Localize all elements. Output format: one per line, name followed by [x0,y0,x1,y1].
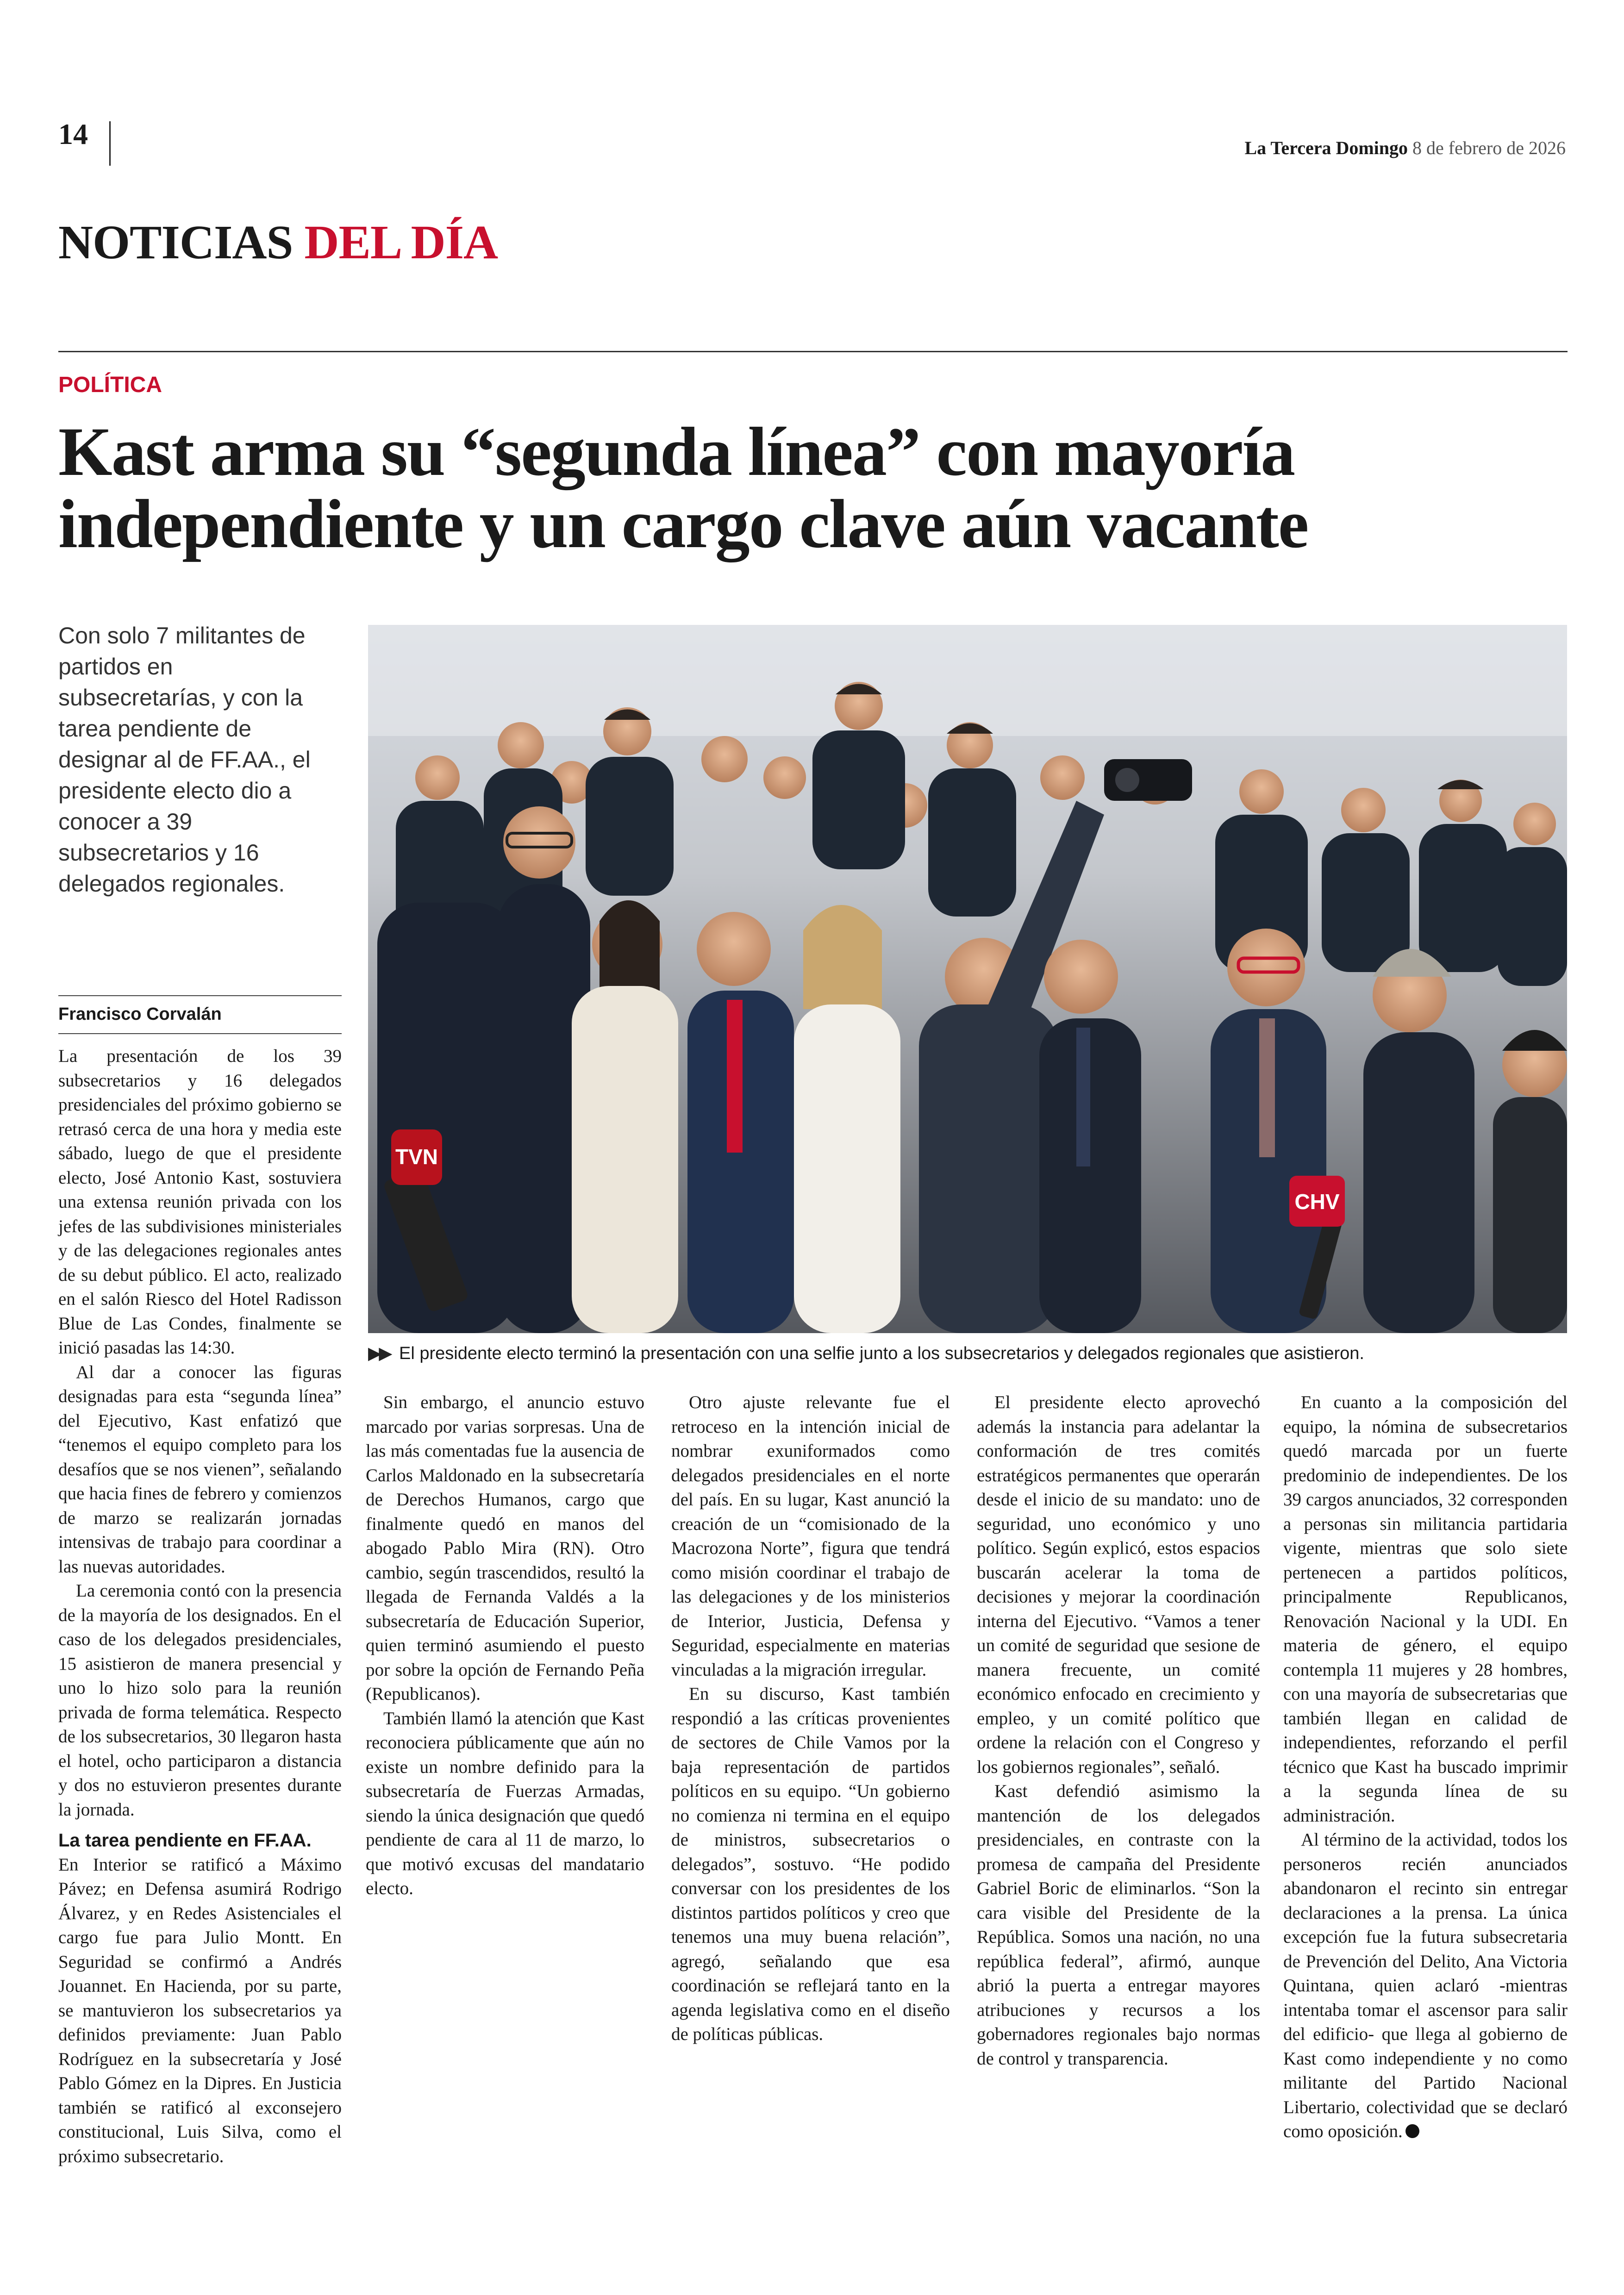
article-column-3 [671,1391,950,2047]
page-number: 14 [58,118,88,150]
caption-arrows-icon: ▶▶ [368,1344,390,1363]
article-byline: Francisco Corvalán [58,1004,222,1024]
section-title [58,218,498,267]
byline-rule-top [58,995,342,996]
section-divider [58,351,1568,352]
body-paragraph: Otro ajuste relevante fue el retroceso en la intención inicial de nombrar exuniformados como delegados presidenciales en el norte del país. En su lugar, Kast anunció la creación de un “comisionado de la Macrozona Norte”, figura que tendrá como misión coordinar el trabajo de las delegaciones y de los ministerios de Interior, Justicia, Defensa y Seguridad, especialmente en materias vinculadas a la migración irregular. [671,1392,950,1680]
selfie-group-photo [368,625,1567,1333]
body-paragraph: Al dar a conocer las figuras designadas para esta “segunda línea” del Ejecutivo, Kast enfatizó que “tenemos el equipo completo para los desafíos que se nos vienen”, señalando que hacia fines de febrero y comienzos de marzo se realizarán jornadas intensivas de trabajo para coordinar a las nuevas autoridades. [58,1362,342,1577]
byline-rule-bottom [58,1033,342,1034]
article-column-2 [366,1391,644,1901]
article-subhead: La tarea pendiente en FF.AA. [58,1830,312,1851]
article-column-4 [977,1391,1260,2071]
body-paragraph: Sin embargo, el anuncio estuvo marcado por varias sorpresas. Una de las más comentadas fue la ausencia de Carlos Maldonado en la subsecretaría de Derechos Humanos, cargo que finalmente quedó en manos del abogado Pablo Mira (RN). Otro cambio, según trascendidos, resultó la llegada de Fernanda Valdés a la subsecretaría de Educación Superior, quien terminó asumiendo el puesto por sobre la opción de Fernando Peña (Republicanos). [366,1392,644,1704]
tvn-logo-text: TVN [395,1145,438,1169]
body-paragraph: Al término de la actividad, todos los personeros recién anunciados abandonaron el recinto sin entregar declaraciones a la prensa. La única excepción fue la futura subsecretaria de Prevención del Delito, Ana Victoria Quintana, quien aclaró -mientras intentaba tomar el ascensor para salir del edificio- que llega al gobierno de Kast como independiente y no como militante del Partido Nacional Libertario, colectividad que se declaró como oposición. [1283,1830,1568,2141]
publication-name: La Tercera Domingo [1244,137,1408,158]
section-title-main: NOTICIAS [58,216,293,269]
body-paragraph: El presidente electo aprovechó además la instancia para adelantar la conformación de tres comités estratégicos permanentes que operarán desde el inicio de su mandato: uno de seguridad, uno económico y uno político. Según explicó, estos espacios buscarán acelerar la toma de decisiones y mejorar la coordinación interna del Ejecutivo. “Vamos a tener un comité de seguridad que sesione de manera frecuente, un comité económico enfocado en crecimiento y empleo, y un comité político que ordene la relación con el Congreso y los gobiernos regionales”, señaló. [977,1392,1260,1777]
article-summary: Con solo 7 militantes de partidos en subsecretarías, y con la tarea pendiente de designar al de FF.AA., el presidente electo dio a conocer a 39 subsecretarios y 16 delegados regionales. [58,623,311,897]
section-title-accent: DEL DÍA [304,216,498,269]
publication-date: 8 de febrero de 2026 [1412,137,1566,158]
article-kicker: POLÍTICA [58,373,162,397]
body-paragraph: En Interior se ratificó a Máximo Pávez; en Defensa asumirá Rodrigo Álvarez, y en Redes Asistenciales el cargo fue para Julio Montt. En Seguridad se confirmó a Andrés Jouannet. En Hacienda, por su parte, se mantuvieron los subsecretarios ya definidos previamente: Juan Pablo Rodríguez en la subsecretaría y José Pablo Gómez en la Dipres. En Justicia también se ratificó al exconsejero constitucional, Luis Silva, como el próximo subsecretario. [58,1854,342,2166]
masthead [1244,139,1566,157]
body-paragraph: La presentación de los 39 subsecretarios y 16 delegados presidenciales del próximo gobierno se retrasó cerca de una hora y media este sábado, luego de que el presidente electo, José Antonio Kast, sostuviera una extensa reunión privada con los jefes de las subdivisiones ministeriales y de las delegaciones regionales antes de su debut público. El acto, realizado en el salón Riesco del Hotel Radisson Blue de Las Condes, finalmente se inició pasadas las 14:30. [58,1046,342,1358]
photo-caption-text: El presidente electo terminó la presentación con una selfie junto a los subsecretarios y delegados regionales que asistieron. [399,1344,1364,1363]
end-of-article-icon [1405,2124,1419,2138]
body-paragraph: En cuanto a la composición del equipo, la nómina de subsecretarios quedó marcada por un fuerte predominio de independientes. De los 39 cargos anunciados, 32 corresponden a personas sin militancia partidaria vigente, mientras que solo siete pertenecen a partidos políticos, principalmente Republicanos, Renovación Nacional y la UDI. En materia de género, el equipo contempla 11 mujeres y 28 hombres, con una mayoría de subsecretarias que también llegan en calidad de independientes, reforzando el perfil técnico que Kast ha buscado imprimir a la segunda línea de su administración. [1283,1392,1568,1826]
chv-logo-text: CHV [1294,1190,1340,1214]
photo-caption [368,1343,1567,1364]
body-paragraph: La ceremonia contó con la presencia de la mayoría de los designados. En el caso de los delegados presidenciales, 15 asistieron de manera presencial y uno lo hizo solo para la reunión privada de forma telemática. Respecto de los subsecretarios, 30 llegaron hasta el hotel, ocho participaron a distancia y dos no estuvieron presentes durante la jornada. [58,1581,342,1820]
article-headline: Kast arma su “segunda línea” con mayoría independiente y un cargo clave aún vacante [58,413,1308,562]
body-paragraph: También llamó la atención que Kast reconociera públicamente que aún no existe un nombre definido para la subsecretaría de Fuerzas Armadas, siendo la única designación que quedó pendiente de cara al 11 de marzo, lo que motivó excusas del mandatario electo. [366,1708,644,1898]
article-column-5 [1283,1391,1568,2144]
body-paragraph: Kast defendió asimismo la mantención de los delegados presidenciales, en contraste con la promesa de campaña del Presidente Gabriel Boric de eliminarlos. “Son la cara visible del Presidente de la República. Somos una nación, no una república federal”, afirmó, aunque abrió la puerta a entregar mayores atribuciones y recursos a los gobernadores regionales bajo normas de control y transparencia. [977,1781,1260,2069]
article-column-1 [58,1044,342,2169]
folio-divider [109,121,111,166]
body-paragraph: En su discurso, Kast también respondió a las críticas provenientes de sectores de Chile Vamos por la baja representación de partidos políticos en su equipo. “Un gobierno no comienza ni termina en el equipo de ministros, subsecretarios o delegados”, sostuvo. “He podido conversar con los presidentes de los distintos partidos políticos y creo que tenemos una muy buena relación”, agregó, señalando que esa coordinación se reflejará tanto en la agenda legislativa como en el diseño de políticas públicas. [671,1684,950,2044]
article-photo [368,625,1567,1333]
